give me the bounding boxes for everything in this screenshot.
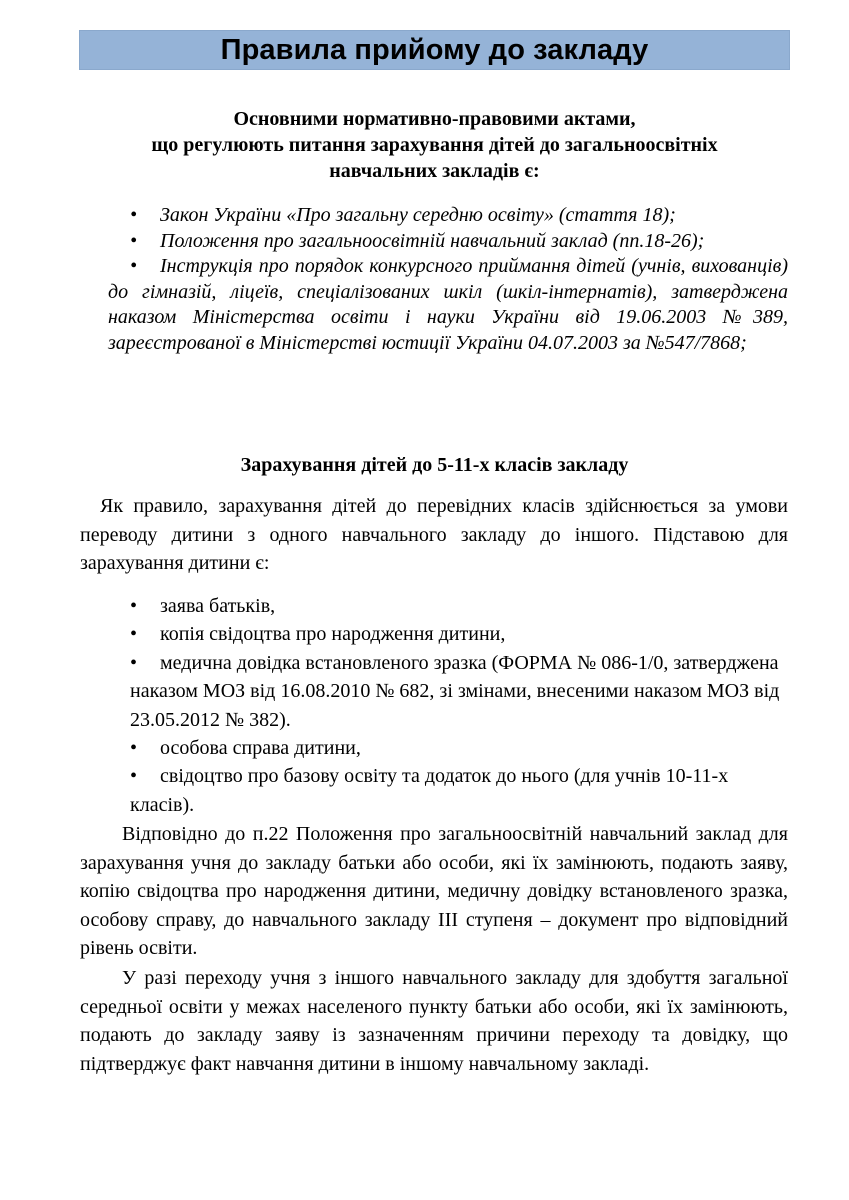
legal-acts-list — [108, 203, 788, 357]
heading-line: навчальних закладів є: — [329, 160, 540, 182]
heading-line: що регулюють питання зарахування дітей до загальноосвітніх — [151, 134, 718, 156]
bullet-icon: • — [130, 623, 138, 646]
paragraph-regulation-22: Відповідно до п.22 Положення про загальноосвітній навчальний заклад для зарахування учня до закладу батьки або особи, які їх замінюють, подають заяву, копію свідоцтва про народження дитини, медичну довідку встановленого зразка, особову справу, до навчального закладу ІІІ ступеня – документ про відповідний рівень освіти. — [80, 823, 788, 959]
list-item — [108, 229, 788, 255]
bullet-icon: • — [130, 229, 138, 252]
section-heading-enrollment: Зарахування дітей до 5-11-х класів закладу — [240, 454, 629, 476]
list-item — [130, 649, 785, 734]
title-banner — [79, 30, 790, 70]
document-item-text: особова справа дитини, — [160, 737, 361, 760]
document-item-text: свідоцтво про базову освіту та додаток до нього (для учнів 10-11-х класів). — [130, 765, 729, 816]
page-title: Правила прийому до закладу — [220, 33, 649, 66]
list-item — [108, 254, 788, 356]
section-heading-legal-acts — [79, 106, 790, 184]
document-item-text: копія свідоцтва про народження дитини, — [160, 623, 506, 646]
list-item — [130, 762, 785, 819]
legal-act-text: Інструкція про порядок конкурсного приймання дітей (учнів, вихованців) до гімназій, ліцеїв, спеціалізованих шкіл (шкіл-інтернатів), затверджена наказом Міністерства освіти і науки України від 19.06.2003 №389, зареєстрованої в Міністерстві юстиції України 04.07.2003 за №547/7868; — [108, 255, 788, 354]
bullet-icon: • — [130, 651, 138, 674]
legal-act-text: Положення про загальноосвітній навчальний заклад (пп.18-26); — [160, 229, 705, 252]
paragraph-transfer: У разі переходу учня з іншого навчального закладу для здобуття загальної середньої освіти у межах населеного пункту батьки або особи, які їх замінюють, подають до закладу заяву із зазначенням причини переходу та довідку, що підтверджує факт навчання дитини в іншому навчальному закладі. — [80, 967, 788, 1075]
document-item-text: заява батьків, — [160, 595, 276, 617]
bullet-icon: • — [130, 765, 138, 788]
list-item — [130, 734, 785, 762]
bullet-icon: • — [130, 255, 138, 278]
bullet-icon: • — [130, 737, 138, 760]
list-item — [130, 620, 785, 648]
list-item — [130, 592, 785, 620]
bullet-icon: • — [130, 595, 138, 617]
required-documents-list — [130, 592, 785, 819]
bullet-icon: • — [130, 204, 138, 226]
list-item — [108, 203, 788, 229]
document-item-text: медична довідка встановленого зразка (ФОРМА № 086-1/0, затверджена наказом МОЗ від 16.08.2010 № 682, зі змінами, внесеними наказом МОЗ від 23.05.2012 № 382). — [130, 651, 780, 731]
legal-act-text: Закон України «Про загальну середню освіту» (стаття 18); — [160, 204, 676, 226]
heading-line: Основними нормативно-правовими актами, — [233, 108, 636, 130]
intro-paragraph: Як правило, зарахування дітей до перевідних класів здійснюється за умови переводу дитини з одного навчального закладу до іншого. Підставою для зарахування дитини є: — [80, 495, 788, 574]
